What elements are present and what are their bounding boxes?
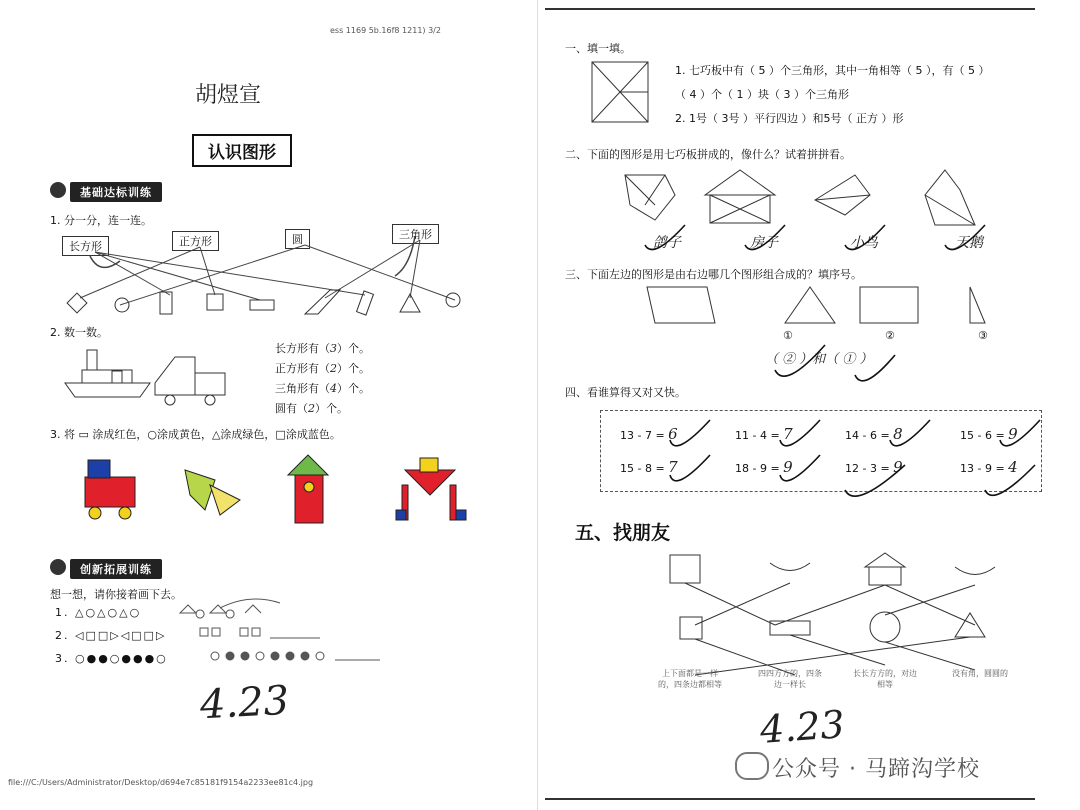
mascot-icon-2 [50,559,66,575]
wechat-icon [735,752,769,780]
friend-desc-2: 四四方方的，四条边一样长 [758,669,822,689]
tangram-answer-1: 鸽子 [653,235,681,251]
tangram-answer-4: 天鹅 [955,235,983,251]
header-code: ess 1169 5b.16f8 1211) 3/2 [330,26,441,35]
q3-colored-figures [80,455,470,530]
arith-problem-7: 12 - 3 = 9 [845,458,903,476]
arith-problem-5: 15 - 8 = 7 [620,458,678,476]
tangram-answer-2: 房子 [750,235,778,251]
arith-problem-2: 11 - 4 = 7 [735,425,793,443]
arith-problem-4: 15 - 6 = 9 [960,425,1018,443]
bottom-rule [545,798,1035,800]
pattern-row-2: 2. ◁□□▷◁□□▷ [55,629,167,642]
box-circle: 圆 [285,229,310,249]
right-worksheet-page [545,0,1080,810]
friend-desc-4: 没有角，圆圆的 [952,669,1008,678]
tangram-answer-3: 小鸟 [850,235,878,251]
s2-label: 二、下面的图形是用七巧板拼成的，像什么？试着拼拼看。 [565,148,851,161]
boat-and-truck-picture [60,345,240,415]
q2-label: 2. 数一数。 [50,326,108,339]
marker-1: ① [783,329,793,342]
arith-problem-1: 13 - 7 = 6 [620,425,678,443]
s4-label: 四、看谁算得又对又快。 [565,386,686,399]
s1-label: 一、填一填。 [565,42,631,55]
page-divider [537,0,538,810]
footer-file-path: file:///C:/Users/Administrator/Desktop/d694e7c85181f9154a2233ee81c4.jpg [8,778,314,787]
count-squares: 正方形有（2）个。 [275,362,370,375]
q1-label: 1. 分一分，连一连。 [50,214,152,227]
marker-2: ② [885,329,895,342]
s3-label: 三、下面左边的图形是由右边哪几个图形组合成的？填序号。 [565,268,862,281]
pattern-row-3: 3. ○●●○●●●○ [55,652,168,665]
student-name: 胡煜宣 [195,83,262,108]
s1-line3: 2. 1号（ 3号 ）平行四边 ）和5号（ 正方 ）形 [675,112,904,125]
friend-desc-1: 上下面都是一样的，四条边都相等 [658,669,722,689]
section-banner-creative: 创新拓展训练 [70,559,162,579]
count-circles: 圆有（2）个。 [275,402,348,415]
pattern-continuation-scribbles [170,598,390,668]
handwritten-date-left: 4.23 [198,677,291,729]
box-triangle: 三角形 [392,224,439,244]
s1-line1: 1. 七巧板中有（ 5 ）个三角形，其中一角相等（ 5 ），有（ 5 ） [675,64,990,77]
watermark-text: 公众号 · 马蹄沟学校 [772,757,980,782]
friend-desc-3: 长长方方的，对边相等 [853,669,917,689]
box-rectangle: 长方形 [62,236,109,256]
lesson-title: 认识图形 [192,134,292,167]
pattern-row-1: 1. △○△○△○ [55,606,142,619]
s3-answer: （ ② ）和（ ① ） [765,352,873,367]
arith-problem-6: 18 - 9 = 9 [735,458,793,476]
q3-label: 3. 将 ▭ 涂成红色，○涂成黄色，△涂成绿色，□涂成蓝色。 [50,428,341,441]
count-rectangles: 长方形有（3）个。 [275,342,370,355]
s5-label: 五、找朋友 [575,522,671,544]
arith-problem-8: 13 - 9 = 4 [960,458,1018,476]
arith-problem-3: 14 - 6 = 8 [845,425,903,443]
count-triangles: 三角形有（4）个。 [275,382,370,395]
q4-label: 想一想，请你接着画下去。 [50,588,182,601]
q2-answer-lines [275,340,370,416]
section-banner-basic: 基础达标训练 [70,182,162,202]
s1-line2: （ 4 ）个（ 1 ）块（ 3 ）个三角形 [675,88,849,101]
marker-3: ③ [978,329,988,342]
box-square: 正方形 [172,231,219,251]
handwritten-date-right: 4.23 [758,702,847,752]
left-worksheet-page [0,0,530,810]
